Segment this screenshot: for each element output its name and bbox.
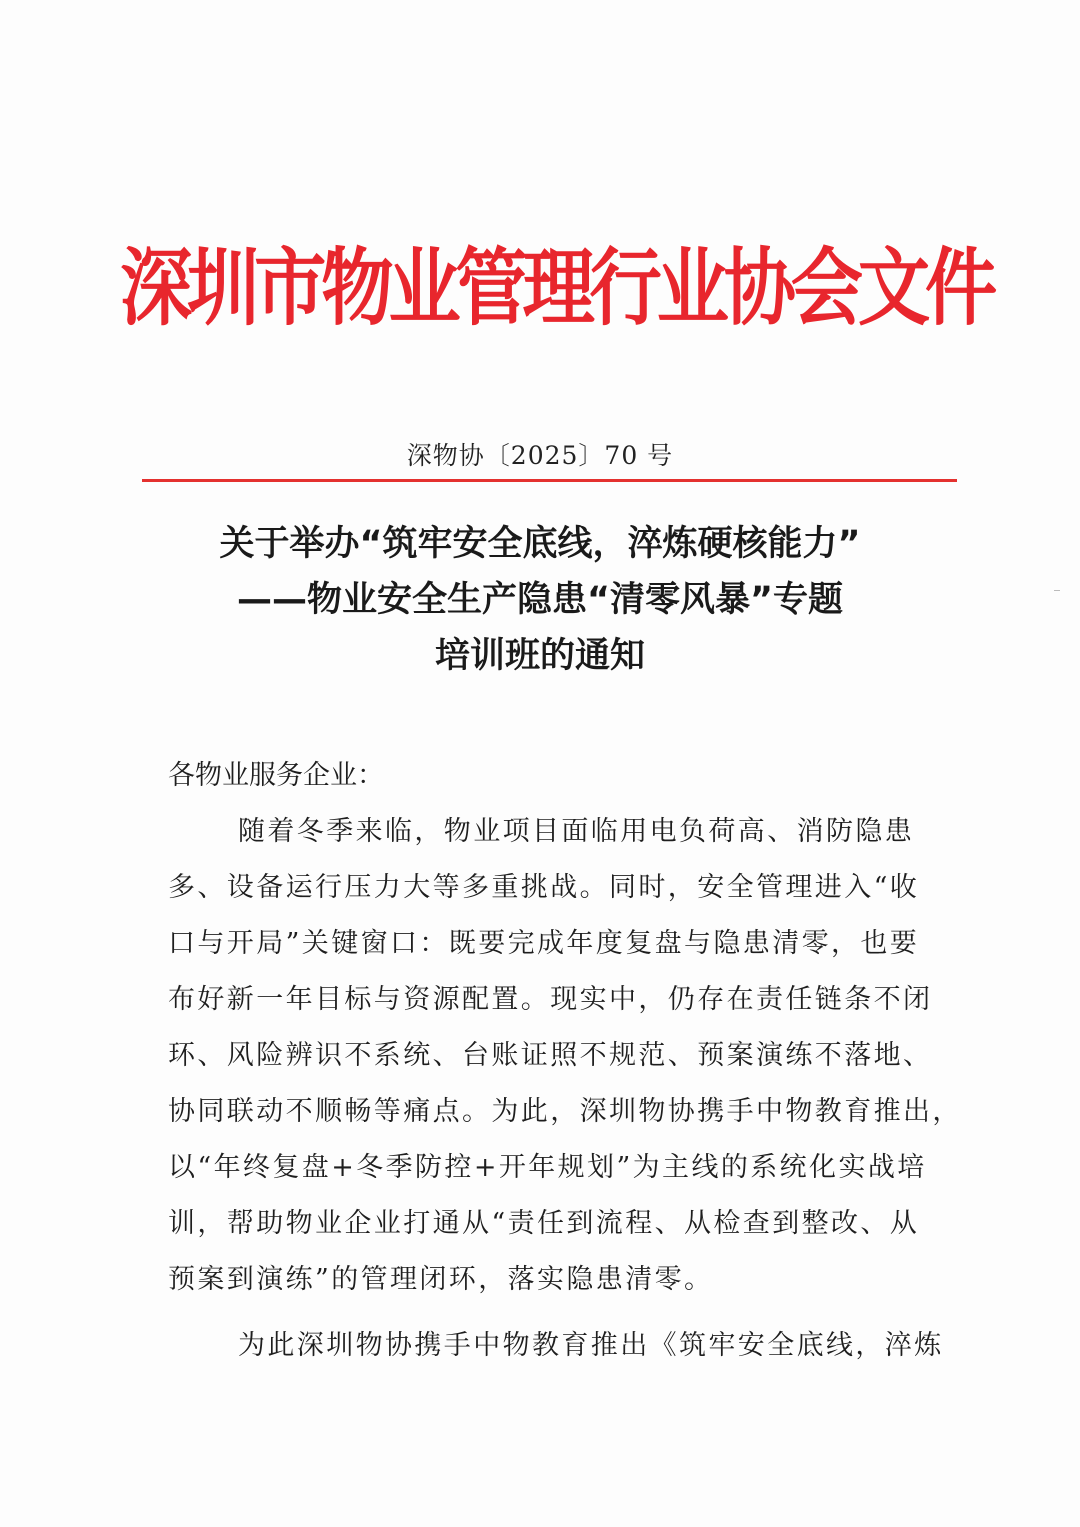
text-line: 多、设备运行压力大等多重挑战。同时，安全管理进入“收 <box>168 872 920 903</box>
text-line: 布好新一年目标与资源配置。现实中，仍存在责任链条不闭 <box>168 984 933 1015</box>
salutation: 各物业服务企业： <box>168 760 384 791</box>
text-line: 预案到演练”的管理闭环，落实隐患清零。 <box>168 1264 714 1295</box>
notice-title-line: 培训班的通知 <box>434 636 645 676</box>
text-line: 为此深圳物协携手中物教育推出《筑牢安全底线，淬炼 <box>238 1330 944 1361</box>
notice-title-line: 关于举办“筑牢安全底线，淬炼硬核能力” <box>219 524 861 564</box>
org-document-header: 深圳市物业管理行业协会文件 <box>120 238 993 337</box>
document-number: 深物协〔2025〕70 号 <box>406 441 674 470</box>
text-line: 随着冬季来临，物业项目面临用电负荷高、消防隐患 <box>238 816 915 847</box>
text-line: 训，帮助物业企业打通从“责任到流程、从检查到整改、从 <box>168 1208 920 1239</box>
text-line: 协同联动不顺畅等痛点。为此，深圳物协携手中物教育推出， <box>168 1096 962 1127</box>
notice-title <box>120 516 960 684</box>
scan-artifact-mark <box>1054 590 1060 591</box>
text-line: 以“年终复盘+冬季防控+开年规划”为主线的系统化实战培 <box>168 1152 927 1183</box>
notice-body <box>168 748 962 1374</box>
paragraph-2 <box>168 1318 944 1374</box>
paragraph-1 <box>168 804 962 1308</box>
text-line: 口与开局”关键窗口：既要完成年度复盘与隐患清零，也要 <box>168 928 920 959</box>
text-line: 环、风险辨识不系统、台账证照不规范、预案演练不落地、 <box>168 1040 933 1071</box>
red-divider-line <box>142 479 957 482</box>
notice-title-line: ——物业安全生产隐患“清零风暴”专题 <box>236 580 843 620</box>
